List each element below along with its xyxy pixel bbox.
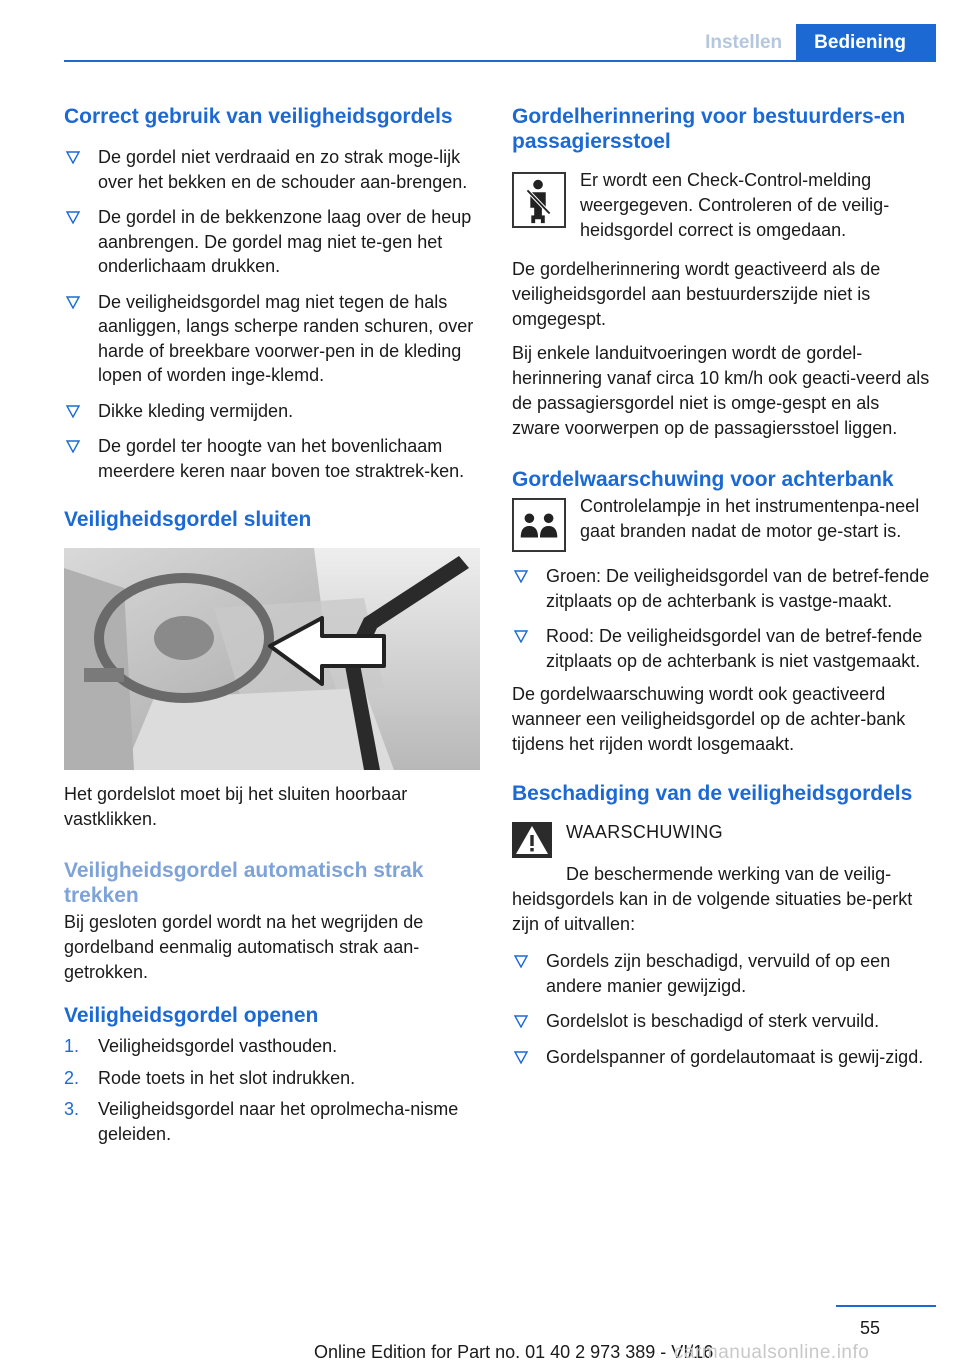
triangle-bullet-icon <box>514 629 528 643</box>
reminder-paragraph-2: Bij enkele landuitvoeringen wordt de gordel-herinnering vanaf circa 10 km/h ook geacti-veerd als de passagiersgordel niet is omge-gespt en als zware voorwerpen op de passagiersstoel liggen. <box>512 343 930 438</box>
triangle-bullet-icon <box>66 150 80 164</box>
triangle-bullet-icon <box>66 404 80 418</box>
correct-use-list <box>64 145 480 483</box>
footer-rule <box>836 1305 936 1307</box>
list-item <box>512 1045 932 1070</box>
list-item <box>64 434 480 483</box>
rear-warning-list <box>512 564 932 673</box>
right-column <box>512 104 932 1080</box>
step-text: Veiligheidsgordel vasthouden. <box>98 1036 338 1056</box>
warning-label: WAARSCHUWING <box>566 822 723 842</box>
list-item <box>64 290 480 388</box>
section-title-closing: Veiligheidsgordel sluiten <box>64 508 312 531</box>
reminder-paragraph-1: De gordelherinnering wordt geactiveerd als de veiligheidsgordel aan bestuurderszijde niet is omgegespt. <box>512 259 881 329</box>
list-item-text: Gordelslot is beschadigd of sterk vervuild. <box>546 1011 880 1031</box>
list-item-text: Gordels zijn beschadigd, vervuild of op een andere manier gewijzigd. <box>546 951 891 996</box>
step-number: 3. <box>64 1099 80 1119</box>
section-title-damage: Beschadiging van de veiligheidsgordels <box>512 782 913 805</box>
warning-text: De beschermende werking van de veilig-heidsgordels kan in de volgende situaties be-perkt zijn of uitvallen: <box>512 864 913 934</box>
section-title-rear-warning: Gordelwaarschuwing voor achterbank <box>512 468 894 491</box>
triangle-bullet-icon <box>514 954 528 968</box>
closing-text: Het gordelslot moet bij het sluiten hoorbaar vastklikken. <box>64 784 408 829</box>
damage-list <box>512 949 932 1069</box>
tab-bediening[interactable]: Bediening <box>796 24 936 62</box>
list-item-text: De gordel ter hoogte van het bovenlichaam meerdere keren naar boven toe straktrek-ken. <box>98 436 465 481</box>
rear-seat-occupants-icon <box>512 498 566 552</box>
list-item <box>512 949 932 998</box>
triangle-bullet-icon <box>514 569 528 583</box>
step-number: 2. <box>64 1067 80 1088</box>
triangle-bullet-icon <box>66 295 80 309</box>
opening-steps <box>64 1034 480 1146</box>
tab-instellen[interactable]: Instellen <box>691 24 796 62</box>
list-item-text: Rood: De veiligheidsgordel van de betref-fende zitplaats op de achterbank is niet vastgemaakt. <box>546 626 923 671</box>
section-title-reminder: Gordelherinnering voor bestuurders-en passagiersstoel <box>512 105 906 153</box>
seatbelt-reminder-icon <box>512 172 566 228</box>
warning-triangle-icon <box>512 822 552 858</box>
warning-block <box>512 820 932 858</box>
reminder-icon-text: Er wordt een Check-Control-melding weergegeven. Controleren of de veilig-heidsgordel correct is omgedaan. <box>580 170 890 240</box>
triangle-bullet-icon <box>514 1014 528 1028</box>
rear-warning-paragraph: De gordelwaarschuwing wordt ook geactiveerd wanneer een veiligheidsgordel op de achter-bank tijdens het rijden wordt losgemaakt. <box>512 684 906 754</box>
list-item <box>64 145 480 194</box>
triangle-bullet-icon <box>66 439 80 453</box>
list-item <box>512 1009 932 1034</box>
rear-warning-icon-row <box>512 494 932 552</box>
reminder-icon-row <box>512 168 932 243</box>
edition-line: Online Edition for Part no. 01 40 2 973 389 - VI/16 <box>314 1342 714 1362</box>
list-item <box>64 1097 480 1146</box>
list-item-text: De gordel niet verdraaid en zo strak moge-lijk over het bekken en de schouder aan-brengen. <box>98 147 468 192</box>
list-item-text: Groen: De veiligheidsgordel van de betref-fende zitplaats op de achterbank is vastge-maakt. <box>546 566 930 611</box>
list-item <box>64 205 480 279</box>
header-tabs <box>691 24 936 62</box>
section-title-auto-tighten: Veiligheidsgordel automatisch strak trekken <box>64 859 424 907</box>
step-number: 1. <box>64 1036 80 1056</box>
list-item <box>64 1066 480 1091</box>
section-title-correct-use: Correct gebruik van veiligheidsgordels <box>64 105 453 128</box>
step-text: Veiligheidsgordel naar het oprolmecha-nisme geleiden. <box>98 1099 459 1144</box>
triangle-bullet-icon <box>66 210 80 224</box>
section-title-opening: Veiligheidsgordel openen <box>64 1004 319 1027</box>
list-item-text: Gordelspanner of gordelautomaat is gewij-zigd. <box>546 1046 924 1067</box>
triangle-bullet-icon <box>514 1050 528 1064</box>
list-item <box>64 399 480 424</box>
list-item <box>512 564 932 613</box>
list-item <box>512 624 932 673</box>
seatbelt-buckle-photo <box>64 548 480 770</box>
list-item-text: Dikke kleding vermijden. <box>98 400 294 421</box>
watermark: carmanualsonline.info <box>674 1342 870 1363</box>
page-number: 55 <box>860 1318 881 1338</box>
list-item-text: De gordel in de bekkenzone laag over de heup aanbrengen. De gordel mag niet te-gen het onderlichaam drukken. <box>98 207 472 276</box>
auto-tighten-text: Bij gesloten gordel wordt na het wegrijden de gordelband eenmalig automatisch strak aan-getrokken. <box>64 912 424 982</box>
rear-warning-icon-text: Controlelampje in het instrumentenpa-neel gaat branden nadat de motor ge-start is. <box>580 496 920 541</box>
list-item <box>64 1034 480 1059</box>
header-rule <box>64 60 936 62</box>
list-item-text: De veiligheidsgordel mag niet tegen de hals aanliggen, langs scherpe randen schuren, over harde of breekbare voorwer-pen in de kleding lopen of worden inge-klemd. <box>98 291 474 385</box>
left-column <box>64 104 480 1153</box>
step-text: Rode toets in het slot indrukken. <box>98 1067 356 1088</box>
